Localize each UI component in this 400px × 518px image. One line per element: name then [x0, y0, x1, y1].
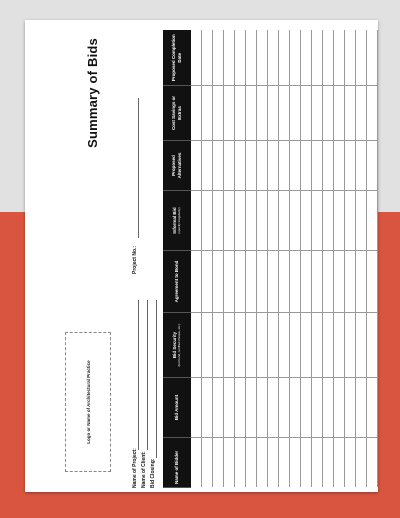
table-cell[interactable] [246, 251, 257, 313]
table-cell[interactable] [312, 438, 323, 488]
table-cell[interactable] [312, 378, 323, 438]
table-cell[interactable] [224, 86, 235, 141]
column-header-bid-security-note: (bid bond, certified cheque, etc.) [176, 323, 181, 367]
table-cell[interactable] [290, 141, 301, 191]
table-cell[interactable] [224, 313, 235, 378]
table-cell[interactable] [213, 251, 224, 313]
table-cell[interactable] [246, 31, 257, 86]
table-cell[interactable] [224, 31, 235, 86]
table-cell[interactable] [246, 438, 257, 488]
name-of-client-label: Name of Client: [141, 451, 147, 488]
table-cell[interactable] [257, 86, 268, 141]
table-cell[interactable] [268, 313, 279, 378]
table-cell[interactable] [367, 251, 378, 313]
table-cell[interactable] [257, 378, 268, 438]
table-cell[interactable] [345, 313, 356, 378]
table-cell[interactable] [202, 141, 213, 191]
table-cell[interactable] [191, 141, 202, 191]
table-cell[interactable] [268, 31, 279, 86]
column-header-bid-security: Bid Security (bid bond, certified cheque, etc.) [163, 313, 191, 378]
table-cell[interactable] [301, 86, 312, 141]
table-cell[interactable] [202, 251, 213, 313]
table-cell[interactable] [202, 31, 213, 86]
table-cell[interactable] [246, 378, 257, 438]
table-cell[interactable] [290, 251, 301, 313]
logo-placeholder-text: Logo or Name of Architectural Practice [85, 360, 91, 444]
table-row [301, 31, 312, 488]
table-cell[interactable] [290, 438, 301, 488]
table-cell[interactable] [323, 86, 334, 141]
table-row [367, 31, 378, 488]
table-cell[interactable] [378, 31, 379, 86]
table-cell[interactable] [290, 191, 301, 251]
table-cell[interactable] [312, 141, 323, 191]
table-row [268, 31, 279, 488]
document-title: Summary of Bids [85, 38, 100, 148]
table-row [378, 31, 379, 488]
name-of-client-line[interactable] [147, 300, 148, 450]
table-cell[interactable] [367, 378, 378, 438]
table-cell[interactable] [191, 86, 202, 141]
table-cell[interactable] [224, 141, 235, 191]
table-cell[interactable] [312, 31, 323, 86]
table-cell[interactable] [323, 378, 334, 438]
table-cell[interactable] [345, 378, 356, 438]
table-cell[interactable] [323, 438, 334, 488]
table-cell[interactable] [367, 191, 378, 251]
column-header-informal-bid-note: (specify irregularity) [176, 207, 181, 234]
table-cell[interactable] [268, 251, 279, 313]
table-cell[interactable] [301, 378, 312, 438]
bids-table [163, 31, 378, 489]
table-cell[interactable] [213, 313, 224, 378]
table-cell[interactable] [378, 438, 379, 488]
table-row [191, 31, 202, 488]
table-cell[interactable] [378, 86, 379, 141]
table-cell[interactable] [345, 251, 356, 313]
table-cell[interactable] [213, 86, 224, 141]
table-cell[interactable] [345, 141, 356, 191]
table-row [202, 31, 213, 488]
table-body [191, 31, 378, 488]
table-row [290, 31, 301, 488]
table-cell[interactable] [356, 251, 367, 313]
table-cell[interactable] [279, 86, 290, 141]
table-cell[interactable] [224, 251, 235, 313]
table-cell[interactable] [224, 191, 235, 251]
table-cell[interactable] [235, 378, 246, 438]
table-cell[interactable] [246, 313, 257, 378]
table-cell[interactable] [312, 191, 323, 251]
table-row [345, 31, 356, 488]
table-cell[interactable] [257, 141, 268, 191]
table-cell[interactable] [378, 141, 379, 191]
table-cell[interactable] [290, 31, 301, 86]
table-cell[interactable] [279, 31, 290, 86]
table-cell[interactable] [334, 86, 345, 141]
table-cell[interactable] [312, 251, 323, 313]
table-row [279, 31, 290, 488]
table-cell[interactable] [213, 191, 224, 251]
table-cell[interactable] [334, 191, 345, 251]
table-row [312, 31, 323, 488]
table-cell[interactable] [367, 313, 378, 378]
table-cell[interactable] [301, 313, 312, 378]
table-cell[interactable] [235, 31, 246, 86]
table-row [257, 31, 268, 488]
table-cell[interactable] [334, 31, 345, 86]
table-cell[interactable] [323, 191, 334, 251]
table-cell[interactable] [268, 86, 279, 141]
table-cell[interactable] [301, 31, 312, 86]
column-header-proposed-alternatives: Proposed Alternatives [163, 141, 191, 191]
table-cell[interactable] [235, 191, 246, 251]
column-header-name-of-bidder: Name of Bidder [163, 438, 191, 488]
table-cell[interactable] [345, 31, 356, 86]
table-cell[interactable] [356, 31, 367, 86]
table-cell[interactable] [367, 31, 378, 86]
table-cell[interactable] [235, 313, 246, 378]
table-cell[interactable] [334, 378, 345, 438]
table-cell[interactable] [301, 438, 312, 488]
table-cell[interactable] [290, 313, 301, 378]
table-cell[interactable] [224, 378, 235, 438]
table-cell[interactable] [213, 378, 224, 438]
table-cell[interactable] [202, 313, 213, 378]
table-row [334, 31, 345, 488]
rotated-form-content [25, 20, 378, 492]
table-cell[interactable] [323, 313, 334, 378]
table-cell[interactable] [202, 378, 213, 438]
table-cell[interactable] [345, 438, 356, 488]
table-cell[interactable] [268, 141, 279, 191]
table-row [213, 31, 224, 488]
name-of-project-label: Name of Project: [132, 448, 138, 488]
table-cell[interactable] [378, 191, 379, 251]
column-header-informal-bid: Informal Bid (specify irregularity) [163, 191, 191, 251]
table-cell[interactable] [235, 438, 246, 488]
table-cell[interactable] [323, 141, 334, 191]
column-header-agreement-to-bond: Agreement to Bond [163, 251, 191, 313]
table-cell[interactable] [202, 86, 213, 141]
name-of-project-line[interactable] [138, 300, 139, 450]
table-cell[interactable] [356, 141, 367, 191]
table-cell[interactable] [334, 438, 345, 488]
table-cell[interactable] [367, 438, 378, 488]
table-cell[interactable] [345, 191, 356, 251]
table-cell[interactable] [191, 438, 202, 488]
table-cell[interactable] [202, 438, 213, 488]
table-cell[interactable] [323, 251, 334, 313]
table-cell[interactable] [356, 191, 367, 251]
table-cell[interactable] [213, 141, 224, 191]
column-header-bid-amount: Bid Amount [163, 378, 191, 438]
table-cell[interactable] [191, 31, 202, 86]
table-cell[interactable] [235, 141, 246, 191]
table-cell[interactable] [356, 86, 367, 141]
table-cell[interactable] [246, 86, 257, 141]
column-header-cost-savings-or-extras: Cost Savings or Extras [163, 86, 191, 141]
table-cell[interactable] [213, 438, 224, 488]
table-cell[interactable] [334, 313, 345, 378]
table-cell[interactable] [279, 191, 290, 251]
table-cell[interactable] [235, 86, 246, 141]
table-cell[interactable] [290, 378, 301, 438]
table-cell[interactable] [191, 313, 202, 378]
table-row [356, 31, 367, 488]
table-cell[interactable] [334, 141, 345, 191]
table-cell[interactable] [312, 86, 323, 141]
table-cell[interactable] [345, 86, 356, 141]
table-cell[interactable] [257, 191, 268, 251]
table-cell[interactable] [257, 31, 268, 86]
table-cell[interactable] [279, 251, 290, 313]
table-cell[interactable] [356, 313, 367, 378]
table-cell[interactable] [323, 31, 334, 86]
project-no-label: Project No.: [132, 245, 138, 274]
column-header-proposed-completion-date: Proposed Completion Date [163, 31, 191, 86]
table-cell[interactable] [367, 86, 378, 141]
project-no-line[interactable] [138, 98, 139, 238]
table-cell[interactable] [378, 251, 379, 313]
table-cell[interactable] [279, 313, 290, 378]
table-cell[interactable] [191, 251, 202, 313]
table-cell[interactable] [191, 378, 202, 438]
table-row [235, 31, 246, 488]
table-cell[interactable] [290, 86, 301, 141]
logo-placeholder [65, 332, 111, 472]
table-cell[interactable] [312, 313, 323, 378]
table-cell[interactable] [356, 378, 367, 438]
table-cell[interactable] [279, 438, 290, 488]
table-cell[interactable] [301, 191, 312, 251]
table-cell[interactable] [367, 141, 378, 191]
table-cell[interactable] [378, 313, 379, 378]
table-cell[interactable] [268, 191, 279, 251]
form-page [25, 20, 378, 492]
table-row [224, 31, 235, 488]
table-header-row [163, 31, 191, 488]
table-cell[interactable] [202, 191, 213, 251]
table-cell[interactable] [268, 438, 279, 488]
table-cell[interactable] [301, 141, 312, 191]
table-cell[interactable] [246, 191, 257, 251]
table-cell[interactable] [257, 313, 268, 378]
table-cell[interactable] [268, 378, 279, 438]
table-cell[interactable] [334, 251, 345, 313]
bid-closing-line[interactable] [156, 300, 157, 458]
table-cell[interactable] [378, 378, 379, 438]
table-row [246, 31, 257, 488]
bid-closing-label: Bid Closing: [150, 458, 156, 488]
table-cell[interactable] [301, 251, 312, 313]
table-cell[interactable] [257, 438, 268, 488]
table-cell[interactable] [224, 438, 235, 488]
table-cell[interactable] [213, 31, 224, 86]
table-cell[interactable] [235, 251, 246, 313]
table-cell[interactable] [279, 378, 290, 438]
table-cell[interactable] [257, 251, 268, 313]
table-cell[interactable] [191, 191, 202, 251]
table-row [323, 31, 334, 488]
table-cell[interactable] [356, 438, 367, 488]
table-cell[interactable] [246, 141, 257, 191]
table-cell[interactable] [279, 141, 290, 191]
